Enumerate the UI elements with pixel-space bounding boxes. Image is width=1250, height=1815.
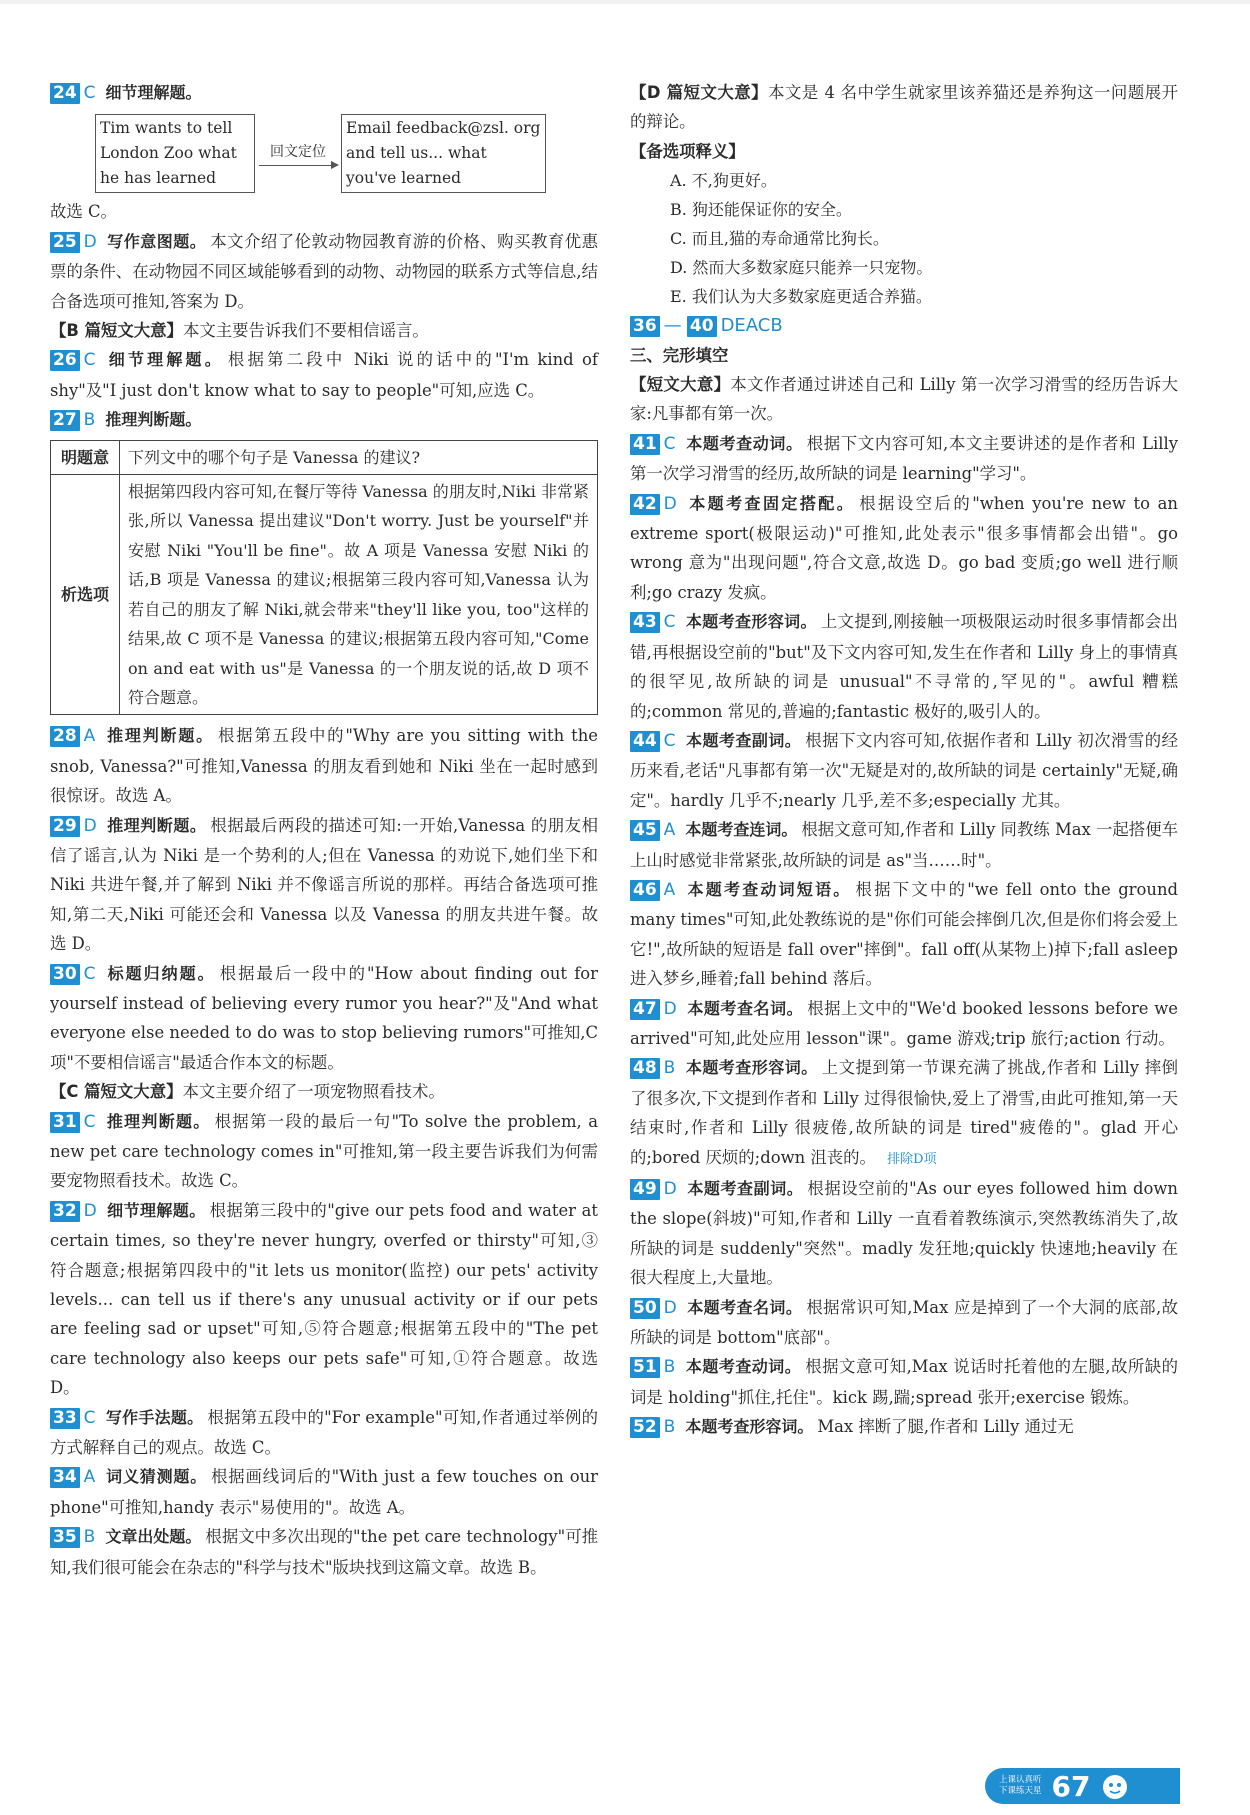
answer: C	[663, 612, 676, 633]
question-number: 44	[630, 731, 660, 752]
question-number: 34	[50, 1467, 80, 1488]
option-e: E. 我们认为大多数家庭更适合养猫。	[670, 287, 932, 307]
option-a: A. 不,狗更好。	[670, 171, 777, 191]
question-number: 45	[630, 820, 660, 841]
question-50	[630, 1293, 1178, 1353]
option-d: D. 然而大多数家庭只能养一只宠物。	[670, 258, 933, 278]
explanation: 上文提到第一节课充满了挑战,作者和 Lilly 摔倒了很多次,下文提到作者和 Lilly 过得很愉快,爱上了滑雪,由此可推知,第一天结束时,作者和 Lilly 很疲倦,故所缺的词是 tired"疲倦的"。glad 开心的;bored 厌烦的;down 沮丧的。	[630, 1058, 1178, 1167]
explanation: 根据设空前的"As our eyes followed him down the slope(斜坡)"可知,作者和 Lilly 一直看着教练演示,突然教练消失了,故所缺的词是 suddenly"突然"。madly 发狂地;quickly 快速地;heavily 在很大程度上,大量地。	[630, 1179, 1178, 1288]
answer: D	[83, 1200, 97, 1221]
question-number: 51	[630, 1357, 660, 1378]
answer: C	[83, 350, 96, 371]
question-45	[630, 815, 1178, 875]
answer: A	[83, 1467, 96, 1488]
question-type: 本题考查固定搭配。	[686, 493, 856, 513]
question-type: 细节理解题。	[105, 350, 224, 370]
options-heading: 【备选项释义】	[630, 141, 745, 161]
answer: D	[663, 1297, 677, 1318]
question-type: 本题考查动词。	[685, 1357, 802, 1377]
question-type: 文章出处题。	[105, 1527, 202, 1547]
question-34	[50, 1462, 598, 1522]
question-32	[50, 1196, 598, 1403]
question-type: 推理判断题。	[105, 410, 202, 430]
question-number: 43	[630, 612, 660, 633]
summary-text: 本文主要告诉我们不要相信谣言。	[182, 321, 429, 341]
explanation: 根据最后一段中的"How about finding out for yourself instead of believing every rumor you hear?"及"And what everyone else needed to do was to stop believing rumors"可推知,C 项"不要相信谣言"最适合作本文的标题。	[50, 963, 598, 1072]
question-box: Tim wants to tell London Zoo what he has learned	[95, 114, 255, 193]
explanation: 根据下文内容可知,依据作者和 Lilly 初次滑雪的经历来看,老话"凡事都有第一次"无疑是对的,故所缺的词是 certainly"无疑,确定"。hardly 几乎不;nearly 几乎,差不多;especially 尤其。	[630, 730, 1178, 810]
question-number: 49	[630, 1179, 660, 1200]
explanation: 根据上文中的"We'd booked lessons before we arrived"可知,此处应用 lesson"课"。game 游戏;trip 旅行;action 行动。	[630, 998, 1178, 1048]
question-type: 写作意图题。	[106, 231, 207, 251]
page-number: 67	[1051, 1769, 1091, 1803]
explanation: 根据最后两段的描述可知:一开始,Vanessa 的朋友相信了谣言,认为 Niki 是一个势利的人;但在 Vanessa 的劝说下,她们坐下和 Niki 共进午餐,并了解到 Niki 并不像谣言所说的那样。再结合备选项可推知,第二天,Niki 可能还会和 Vanessa 以及 Vanessa 的朋友共进午餐。故选 D。	[50, 815, 598, 954]
question-49	[630, 1174, 1178, 1293]
answer: B	[83, 410, 96, 431]
side-note: 排除D项	[887, 1151, 937, 1167]
range-dash: —	[663, 315, 682, 337]
question-number: 26	[50, 350, 80, 371]
question-type: 推理判断题。	[105, 726, 214, 746]
answer: D	[663, 998, 677, 1019]
question-number: 32	[50, 1201, 80, 1222]
slogan-line: 下课练天星	[999, 1786, 1042, 1796]
question-number: 46	[630, 880, 660, 901]
q24-conclusion: 故选 C。	[50, 202, 117, 222]
row-content: 下列文中的哪个句子是 Vanessa 的建议?	[120, 440, 598, 474]
question-number: 29	[50, 816, 80, 837]
passage-c-summary	[50, 1077, 598, 1106]
question-type: 词义猜测题。	[105, 1467, 208, 1487]
summary-label: 【D 篇短文大意】	[630, 83, 769, 102]
question-type: 本题考查动词。	[685, 433, 803, 453]
answer: DEACB	[720, 315, 783, 337]
question-35	[50, 1522, 598, 1582]
footer-slogan	[999, 1775, 1042, 1797]
question-44	[630, 726, 1178, 815]
question-type: 本题考查形容词。	[685, 612, 817, 632]
slogan-line: 上课认真听	[999, 1775, 1042, 1785]
explanation: 根据第五段中的"For example"可知,作者通过举例的方式解释自己的观点。故选 C。	[50, 1407, 598, 1458]
answer: C	[83, 83, 96, 103]
question-51	[630, 1352, 1178, 1412]
arrow-icon	[259, 165, 337, 166]
question-number: 24	[50, 83, 80, 104]
explanation: 根据第三段中的"give our pets food and water at certain times, so they're never hungry, overfed or thirsty"可知,③符合题意;根据第四段中的"it lets us monitor(监控) our pets' activity levels... can tell us if there's any unusual activity or if our pets are feeling sad or upset"可知,⑤符合题意;根据第五段中的"The pet care technology also keeps our pets safe"可知,①符合题意。故选 D。	[50, 1200, 598, 1398]
question-28	[50, 721, 598, 810]
explanation: 根据第二段中 Niki 说的话中的"I'm kind of shy"及"I just don't know what to say to people"可知,应选 C。	[50, 350, 598, 400]
explanation: 根据第五段中的"Why are you sitting with the snob, Vanessa?"可推知,Vanessa 的朋友看到她和 Niki 坐在一起时感到很惊讶。故选 A。	[50, 726, 598, 806]
question-number: 47	[630, 999, 660, 1020]
question-type: 本题考查连词。	[685, 820, 798, 840]
question-type: 标题归纳题。	[105, 963, 216, 983]
question-number: 42	[630, 494, 660, 515]
row-header: 明题意	[51, 440, 120, 474]
question-27	[50, 405, 598, 435]
question-30	[50, 959, 598, 1078]
summary-label: 【短文大意】	[630, 375, 731, 395]
question-type: 本题考查副词。	[685, 730, 802, 750]
answer: B	[83, 1527, 96, 1548]
explanation: 根据下文内容可知,本文主要讲述的是作者和 Lilly 第一次学习滑雪的经历,故所缺的词是 learning"学习"。	[630, 433, 1178, 484]
explanation: 根据文意可知,作者和 Lilly 同教练 Max 一起搭便车上山时感觉非常紧张,故所缺的词是 as"当……时"。	[630, 820, 1178, 870]
summary-text: 本文主要介绍了一项宠物照看技术。	[182, 1082, 445, 1102]
answer: C	[83, 1111, 96, 1132]
question-type: 本题考查名词。	[686, 998, 804, 1018]
answer: A	[663, 820, 676, 841]
answer: C	[663, 433, 676, 454]
row-content: 根据第四段内容可知,在餐厅等待 Vanessa 的朋友时,Niki 非常紧张,所以 Vanessa 提出建议"Don't worry. Just be yourself"并安慰 Niki "You'll be fine"。故 A 项是 Vanessa 安慰 Niki 的话,B 项是 Vanessa 的建议;根据第三段内容可知,Vanessa 认为若自己的朋友了解 Niki,就会带来"they'll like you, too"这样的结果,故 C 项不是 Vanessa 的建议;根据第五段内容可知,"Come on and eat with us"是 Vanessa 的一个朋友说的话,故 D 项不符合题意。	[120, 475, 598, 715]
question-number: 40	[687, 316, 717, 337]
question-number: 28	[50, 726, 80, 747]
explanation: 根据文中多次出现的"the pet care technology"可推知,我们很可能会在杂志的"科学与技术"版块找到这篇文章。故选 B。	[50, 1527, 598, 1577]
answer: A	[663, 879, 676, 900]
question-number: 31	[50, 1112, 80, 1133]
question-type: 推理判断题。	[105, 1111, 211, 1131]
question-number: 25	[50, 232, 80, 253]
question-number: 27	[50, 410, 80, 431]
answer: A	[83, 726, 96, 747]
explanation: 根据文意可知,Max 说话时托着他的左腿,故所缺的词是 holding"抓住,托住"。kick 踢,踹;spread 张开;exercise 锻炼。	[630, 1357, 1178, 1407]
question-number: 41	[630, 434, 660, 455]
question-type: 细节理解题。	[106, 1200, 206, 1220]
locate-arrow	[259, 141, 337, 166]
question-type: 本题考查副词。	[686, 1179, 804, 1198]
question-type: 本题考查形容词。	[685, 1058, 818, 1078]
question-47	[630, 994, 1178, 1054]
top-edge	[0, 0, 1250, 4]
explanation: 根据常识可知,Max 应是掉到了一个大洞的底部,故所缺的词是 bottom"底部"。	[630, 1297, 1178, 1348]
answer: B	[663, 1357, 676, 1378]
explanation: 根据第一段的最后一句"To solve the problem, a new pet care technology comes in"可推知,第一段主要告诉我们为何需要宠物照看技术。故选 C。	[50, 1111, 598, 1191]
question-46	[630, 875, 1178, 994]
answer: D	[83, 231, 97, 252]
answer: B	[663, 1417, 676, 1438]
question-type: 本题考查形容词。	[685, 1417, 814, 1437]
question-number: 30	[50, 964, 80, 985]
page-footer	[985, 1768, 1180, 1804]
summary-text: 本文是 4 名中学生就家里该养猫还是养狗这一问题展开的辩论。	[630, 83, 1178, 132]
table-row	[51, 440, 598, 474]
answer: C	[663, 730, 676, 751]
question-type: 写作手法题。	[105, 1407, 204, 1427]
question-31	[50, 1107, 598, 1196]
question-26	[50, 345, 598, 405]
right-column	[630, 78, 1178, 1443]
analysis-table	[50, 440, 598, 716]
explanation: 上文提到,刚接触一项极限运动时很多事情都会出错,再根据设空前的"but"及下文内容可知,发生在作者和 Lilly 身上的事情真的很罕见,故所缺的词是 unusual"不寻常的,罕见的"。awful 糟糕的;common 常见的,普遍的;fantastic 极好的,吸引人的。	[630, 612, 1179, 721]
option-b: B. 狗还能保证你的安全。	[670, 200, 852, 220]
answer: C	[83, 1407, 96, 1428]
question-43	[630, 607, 1178, 726]
table-row	[51, 475, 598, 715]
row-header: 析选项	[51, 475, 120, 715]
passage-b-summary	[50, 316, 598, 345]
explanation: 根据画线词后的"With just a few touches on our phone"可推知,handy 表示"易使用的"。故选 A。	[50, 1467, 598, 1517]
arrow-label: 回文定位	[270, 144, 326, 161]
question-type: 本题考查名词。	[686, 1297, 803, 1317]
explanation: 根据设空后的"when you're new to an extreme sport(极限运动)"可推知,此处表示"很多事情都会出错"。go wrong 意为"出现问题",符合文意,故选 D。go bad 变质;go well 进行顺利;go crazy 发疯。	[630, 493, 1178, 602]
option-c: C. 而且,猫的寿命通常比狗长。	[670, 229, 889, 249]
question-52	[630, 1412, 1178, 1442]
question-25	[50, 227, 598, 316]
question-48	[630, 1053, 1178, 1174]
explanation: Max 摔断了腿,作者和 Lilly 通过无	[817, 1417, 1074, 1437]
answer: D	[83, 815, 97, 836]
question-number: 36	[630, 316, 660, 337]
answer: B	[663, 1058, 676, 1079]
question-number: 50	[630, 1298, 660, 1319]
question-type: 本题考查动词短语。	[685, 879, 852, 899]
summary-label: 【C 篇短文大意】	[50, 1082, 183, 1102]
locate-diagram	[95, 114, 598, 193]
question-24	[50, 78, 598, 108]
questions-36-40	[630, 311, 1178, 340]
explanation: 本文介绍了伦敦动物园教育游的价格、购买教育优惠票的条件、在动物园不同区域能够看到的动物、动物园的联系方式等信息,结合备选项可推知,答案为 D。	[50, 231, 598, 311]
answer: D	[663, 1179, 677, 1199]
question-type: 细节理解题。	[105, 83, 202, 102]
mascot-icon	[1098, 1769, 1132, 1803]
text-box: Email feedback@zsl. org and tell us... what you've learned	[341, 114, 546, 193]
summary-label: 【B 篇短文大意】	[50, 321, 183, 341]
left-column	[50, 78, 598, 1582]
question-29	[50, 811, 598, 959]
question-type: 推理判断题。	[106, 815, 207, 835]
passage-d-summary	[630, 78, 1178, 137]
question-33	[50, 1403, 598, 1463]
question-number: 33	[50, 1408, 80, 1429]
question-number: 35	[50, 1527, 80, 1548]
question-number: 48	[630, 1058, 660, 1079]
question-41	[630, 429, 1178, 489]
section-title: 三、完形填空	[630, 345, 729, 365]
cloze-summary	[630, 370, 1178, 429]
explanation: 根据下文中的"we fell onto the ground many times"可知,此处教练说的是"你们可能会摔倒几次,但是你们将会爱上它!",故所缺的短语是 fall over"摔倒"。fall off(从某物上)掉下;fall asleep 进入梦乡,睡着;fall behind 落后。	[630, 879, 1178, 989]
summary-text: 本文作者通过讲述自己和 Lilly 第一次学习滑雪的经历告诉大家:凡事都有第一次。	[630, 375, 1178, 424]
answer: D	[663, 493, 677, 514]
question-number: 52	[630, 1417, 660, 1438]
answer: C	[83, 963, 96, 984]
question-42	[630, 489, 1178, 608]
